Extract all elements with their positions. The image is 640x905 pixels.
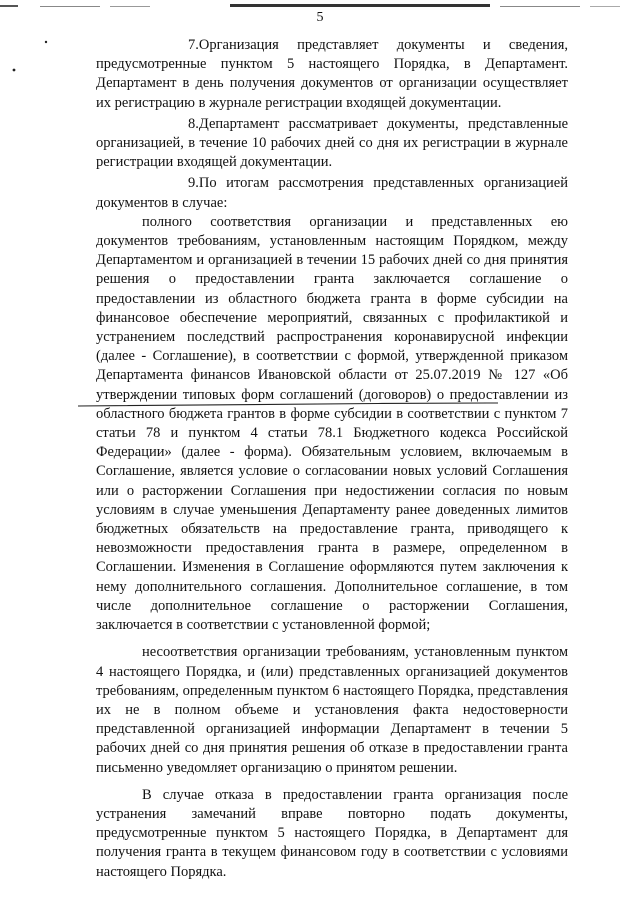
paragraph-9 (96, 174, 568, 212)
paragraph-7-text: Организация представляет документы и сведения, предусмотренные пунктом 5 настоящего Порядка, в Департамент. Департамент в день получения документов от организации осуществляет их регистрацию в журнале регистрации входящей документации. (96, 37, 568, 111)
paragraph-9-number: 9. (188, 175, 199, 192)
paragraph-9-text: По итогам рассмотрения представленных организацией документов в случае: (96, 175, 568, 211)
paragraph-9-case-noncompliance: несоответствия организации требованиям, установленным пунктом 4 настоящего Порядка, и (или) представленных организацией документов требованиям, определенным пунктом 6 настоящего Порядка, представления их не в полном объеме и установления факта недостоверности представленной организацией информации Департамент в течении 5 рабочих дней со дня принятия решения об отказе в предоставлении гранта письменно уведомляет организацию о принятом решении. (96, 644, 568, 776)
document-body (96, 36, 568, 882)
paragraph-9-case-compliance: полного соответствия организации и представленных ею документов требованиям, установленным настоящим Порядком, между Департаментом и организацией в течении 15 рабочих дней со дня принятия решения о предоставлении гранта заключается соглашение о предоставлении из областного бюджета гранта в форме субсидии на финансовое обеспечение мероприятий, связанных с профилактикой и устранением последствий распространения коронавирусной инфекции (далее - Соглашение), в соответствии с формой, утвержденной приказом Департамента финансов Ивановской области от 25.07.2019 № 127 «Об утверждении типовых форм соглашений (договоров) о предоставлении из областного бюджета грантов в форме субсидии в соответствии с пунктом 7 статьи 78 и пунктом 4 статьи 78.1 Бюджетного кодекса Российской Федерации» (далее - форма). Обязательным условием, включаемым в Соглашение, является условие о согласовании новых условий Соглашения или о расторжении Соглашения при недостижении согласия по новым условиям в случае уменьшения Департаменту ранее доведенных лимитов бюджетных обязательств на предоставление гранта, приводящего к невозможности предоставления гранта в размере, определенном в Соглашении. Изменения в Соглашение оформляются путем заключения к нему дополнительного соглашения. Дополнительное соглашение, в том числе дополнительное соглашение о расторжении Соглашения, заключается в соответствии с установленной формой; (96, 213, 568, 634)
paragraph-8-number: 8. (188, 115, 199, 132)
pen-stroke-mark (78, 402, 498, 408)
paragraph-8 (96, 115, 568, 173)
paragraph-refusal-resubmission: В случае отказа в предоставлении гранта организация после устранения замечаний вправе повторно подать документы, предусмотренные пунктом 5 настоящего Порядка, в Департамент для получения гранта в текущем финансовом году в соответствии с условиями настоящего Порядка. (96, 786, 568, 880)
paragraph-7-number: 7. (188, 37, 199, 53)
paragraph-8-text: Департамент рассматривает документы, представленные организацией, в течение 10 рабочих дней со дня их регистрации в журнале регистрации входящей документации. (96, 115, 568, 171)
scan-artifact-top-edge (0, 4, 640, 8)
page-number: 5 (316, 10, 324, 25)
paragraph-7 (96, 36, 568, 113)
